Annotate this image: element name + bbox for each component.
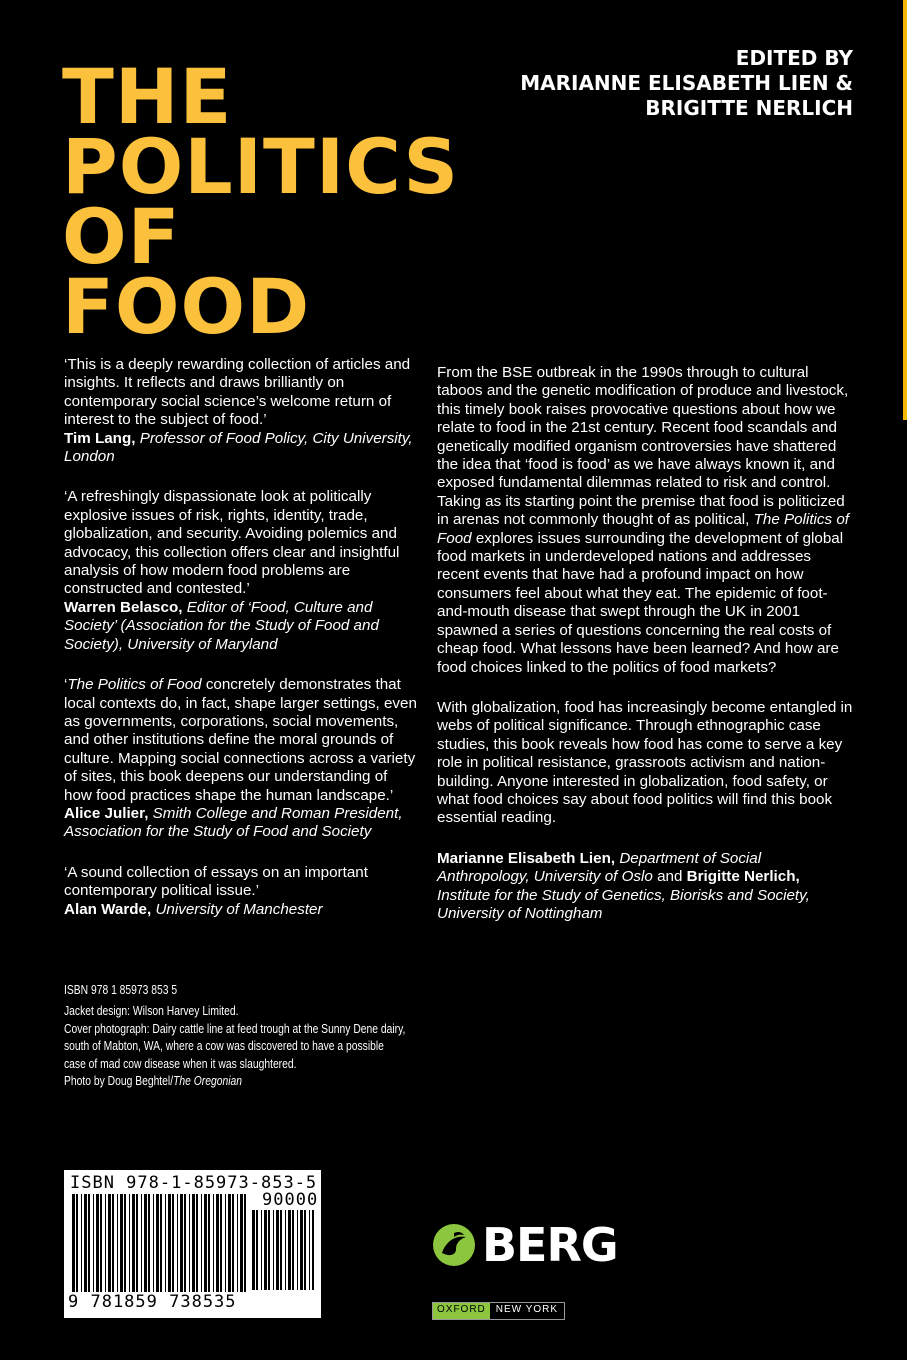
endorsement-quote: ‘This is a deeply rewarding collection of articles and insights. It reflects and draws brilliantly on contemporary social science’s welcome return of interest to the subject of food.’	[64, 356, 411, 429]
publisher-imprint	[432, 1302, 565, 1320]
endorsement-quote: ‘A sound collection of essays on an important contemporary political issue.’	[64, 863, 368, 900]
endorser-affiliation: Professor of Food Policy, City University, London	[64, 429, 413, 466]
barcode-bar	[144, 1194, 147, 1292]
barcode-bar	[72, 1194, 75, 1292]
barcode-bar	[225, 1194, 226, 1292]
barcode-bar	[165, 1194, 166, 1292]
barcode-bar	[256, 1210, 258, 1290]
description-text: explores issues surrounding the development of global food markets in underdeveloped nations and addresses recent events that have had a profound impact on how consumers feel about what they eat. The epidemic of foot-and-mouth disease that swept through the UK in 2001 spawned a series of questions concerning the real costs of cheap food. What lessons have been learned? And how are food choices linked to the politics of food markets?	[437, 529, 844, 676]
description-text: From the BSE outbreak in the 1990s through to cultural taboos and the genetic modification of produce and livestock, this timely book raises provocative questions about how we relate to food in the 21st century. Recent food scandals and genetically modified organism controversies have shattered the idea that ‘food is food’ as we have always known it, and exposed fundamental dilemmas related to risk and control. Taking as its starting point the premise that food is politicized in arenas not commonly thought of as political,	[437, 364, 849, 529]
endorser-name: Warren Belasco,	[64, 598, 183, 616]
photo-credit	[64, 1073, 425, 1090]
barcode-price-code: 90000	[262, 1190, 319, 1210]
endorsement-quote: concretely demonstrates that local contexts do, in fact, shape larger settings, even as governments, corporations, social movements, and other institutions define the moral grounds of culture. Mapping social connections across a variety of sites, this book deepens our understanding of how food practices shape the human landscape.’	[64, 676, 417, 804]
barcode-bar	[208, 1194, 210, 1292]
edited-by-label: EDITED BY	[735, 46, 853, 70]
imprint-city: NEW YORK	[490, 1303, 564, 1319]
photo-caption: south of Mabton, WA, where a cow was discovered to have a possible	[64, 1039, 384, 1054]
barcode-bar	[204, 1194, 207, 1292]
endorsement	[64, 356, 419, 466]
editor-bios	[437, 850, 857, 924]
endorsements-column	[64, 356, 419, 919]
barcode-bar	[141, 1194, 142, 1292]
barcode-bar	[88, 1194, 90, 1292]
endorsement	[64, 864, 419, 919]
barcode-bars	[72, 1194, 247, 1292]
barcode-bar	[84, 1194, 87, 1292]
title-line: POLITICS	[62, 122, 460, 211]
barcode-bar	[292, 1210, 294, 1290]
jacket-credit: Jacket design: Wilson Harvey Limited.	[64, 1004, 239, 1019]
barcode-bar	[232, 1194, 234, 1292]
endorsement-quote: ‘A refreshingly dispassionate look at politically explosive issues of risk, rights, identity, trade, globalization, and security. Avoiding polemics and advocacy, this collection offers clear and insightful analysis of how modern food problems are constructed and contested.’	[64, 488, 400, 598]
barcode-bar	[148, 1194, 150, 1292]
edge-strip	[903, 0, 907, 420]
quote-open: ‘	[64, 676, 68, 694]
barcode-bar	[192, 1194, 195, 1292]
barcode-bar	[213, 1194, 214, 1292]
editors-block	[520, 46, 853, 121]
barcode-bar	[237, 1194, 238, 1292]
barcode-bar	[177, 1194, 178, 1292]
barcode-bar	[252, 1210, 255, 1290]
barcode-bar	[220, 1194, 222, 1292]
publisher-logo	[432, 1220, 618, 1270]
isbn-text: ISBN 978 1 85973 853 5	[64, 983, 178, 997]
title-line: FOOD	[62, 262, 311, 351]
imprint-city: OXFORD	[433, 1303, 490, 1319]
barcode-addon-bars	[252, 1210, 314, 1290]
barcode-bar	[261, 1210, 262, 1290]
title-line: OF	[62, 192, 181, 281]
endorser-affiliation: University of Manchester	[155, 900, 323, 918]
barcode-bar	[264, 1210, 267, 1290]
barcode-bar	[120, 1194, 123, 1292]
barcode-bar	[93, 1194, 94, 1292]
editor-affiliation: Department of Social Anthropology, University of Oslo	[437, 849, 762, 886]
barcode-bar	[189, 1194, 190, 1292]
barcode-bar	[297, 1210, 298, 1290]
barcode-bar	[184, 1194, 186, 1292]
barcode-bar	[100, 1194, 102, 1292]
barcode-bar	[124, 1194, 126, 1292]
barcode-bar	[201, 1194, 202, 1292]
barcode-bar	[309, 1210, 310, 1290]
barcode-bar	[129, 1194, 130, 1292]
editor-line: BRIGITTE NERLICH	[645, 96, 853, 120]
barcode-bar	[81, 1194, 82, 1292]
barcode-bar	[168, 1194, 171, 1292]
barcode-bar	[276, 1210, 279, 1290]
description-column	[437, 364, 857, 923]
barcode-bar	[268, 1210, 270, 1290]
barcode-bar	[216, 1194, 219, 1292]
conjunction: and	[657, 868, 683, 886]
barcode-bar	[244, 1194, 246, 1292]
endorser-name: Tim Lang,	[64, 429, 136, 447]
editor-name: Marianne Elisabeth Lien,	[437, 849, 616, 867]
barcode-bar	[96, 1194, 99, 1292]
barcode-bar	[160, 1194, 162, 1292]
barcode-bar	[156, 1194, 159, 1292]
endorsement	[64, 488, 419, 654]
barcode-bar	[240, 1194, 243, 1292]
berg-emblem-icon	[432, 1223, 476, 1267]
barcode	[64, 1170, 321, 1318]
barcode-bar	[300, 1210, 303, 1290]
barcode-bar	[172, 1194, 174, 1292]
publisher-name: BERG	[482, 1218, 618, 1272]
barcode-bar	[76, 1194, 78, 1292]
credits-block	[64, 982, 425, 1090]
endorsement	[64, 676, 419, 842]
barcode-bar	[312, 1210, 314, 1290]
endorser-affiliation: Smith College and Roman President, Association for the Study of Food and Society	[64, 804, 403, 841]
photo-credit-label: Photo by Doug Beghtel/	[64, 1074, 174, 1089]
editor-name: Brigitte Nerlich,	[686, 868, 800, 886]
book-title-inline: The Politics of Food	[437, 511, 849, 547]
endorser-name: Alan Warde,	[64, 900, 152, 918]
barcode-bar	[105, 1194, 106, 1292]
endorser-name: Alice Julier,	[64, 804, 149, 822]
barcode-bar	[196, 1194, 198, 1292]
barcode-bar	[136, 1194, 138, 1292]
photo-caption: Cover photograph: Dairy cattle line at feed trough at the Sunny Dene dairy,	[64, 1021, 406, 1036]
barcode-bar	[280, 1210, 282, 1290]
barcode-isbn: ISBN 978-1-85973-853-5	[70, 1173, 318, 1193]
title-line: THE	[62, 52, 233, 141]
photo-caption: case of mad cow disease when it was slaughtered.	[64, 1056, 297, 1071]
barcode-bar	[285, 1210, 286, 1290]
book-title-inline: The Politics of Food	[67, 676, 202, 694]
editor-line: MARIANNE ELISABETH LIEN &	[520, 71, 853, 95]
barcode-bar	[108, 1194, 111, 1292]
barcode-bar	[273, 1210, 274, 1290]
barcode-digits: 9 781859 738535	[68, 1292, 237, 1312]
barcode-bar	[228, 1194, 231, 1292]
barcode-bar	[112, 1194, 114, 1292]
editor-affiliation: Institute for the Study of Genetics, Biorisks and Society, University of Nottingham	[437, 886, 810, 922]
description-paragraph: With globalization, food has increasingly become entangled in webs of political significance. Through ethnographic case studies, this book reveals how food has come to serve a key role in political resistance, grassroots activism and nation-building. Anyone interested in globalization, food safety, or what food choices say about food politics will find this book essential reading.	[437, 698, 853, 827]
barcode-bar	[304, 1210, 306, 1290]
barcode-bar	[117, 1194, 118, 1292]
description-paragraph	[437, 364, 857, 677]
barcode-bar	[288, 1210, 291, 1290]
barcode-bar	[180, 1194, 183, 1292]
photo-source: The Oregonian	[173, 1074, 242, 1089]
barcode-bar	[153, 1194, 154, 1292]
barcode-bar	[132, 1194, 135, 1292]
book-title	[62, 52, 502, 351]
endorser-affiliation: Editor of ‘Food, Culture and Society’ (Association for the Study of Food and Society), University of Maryland	[64, 598, 379, 653]
